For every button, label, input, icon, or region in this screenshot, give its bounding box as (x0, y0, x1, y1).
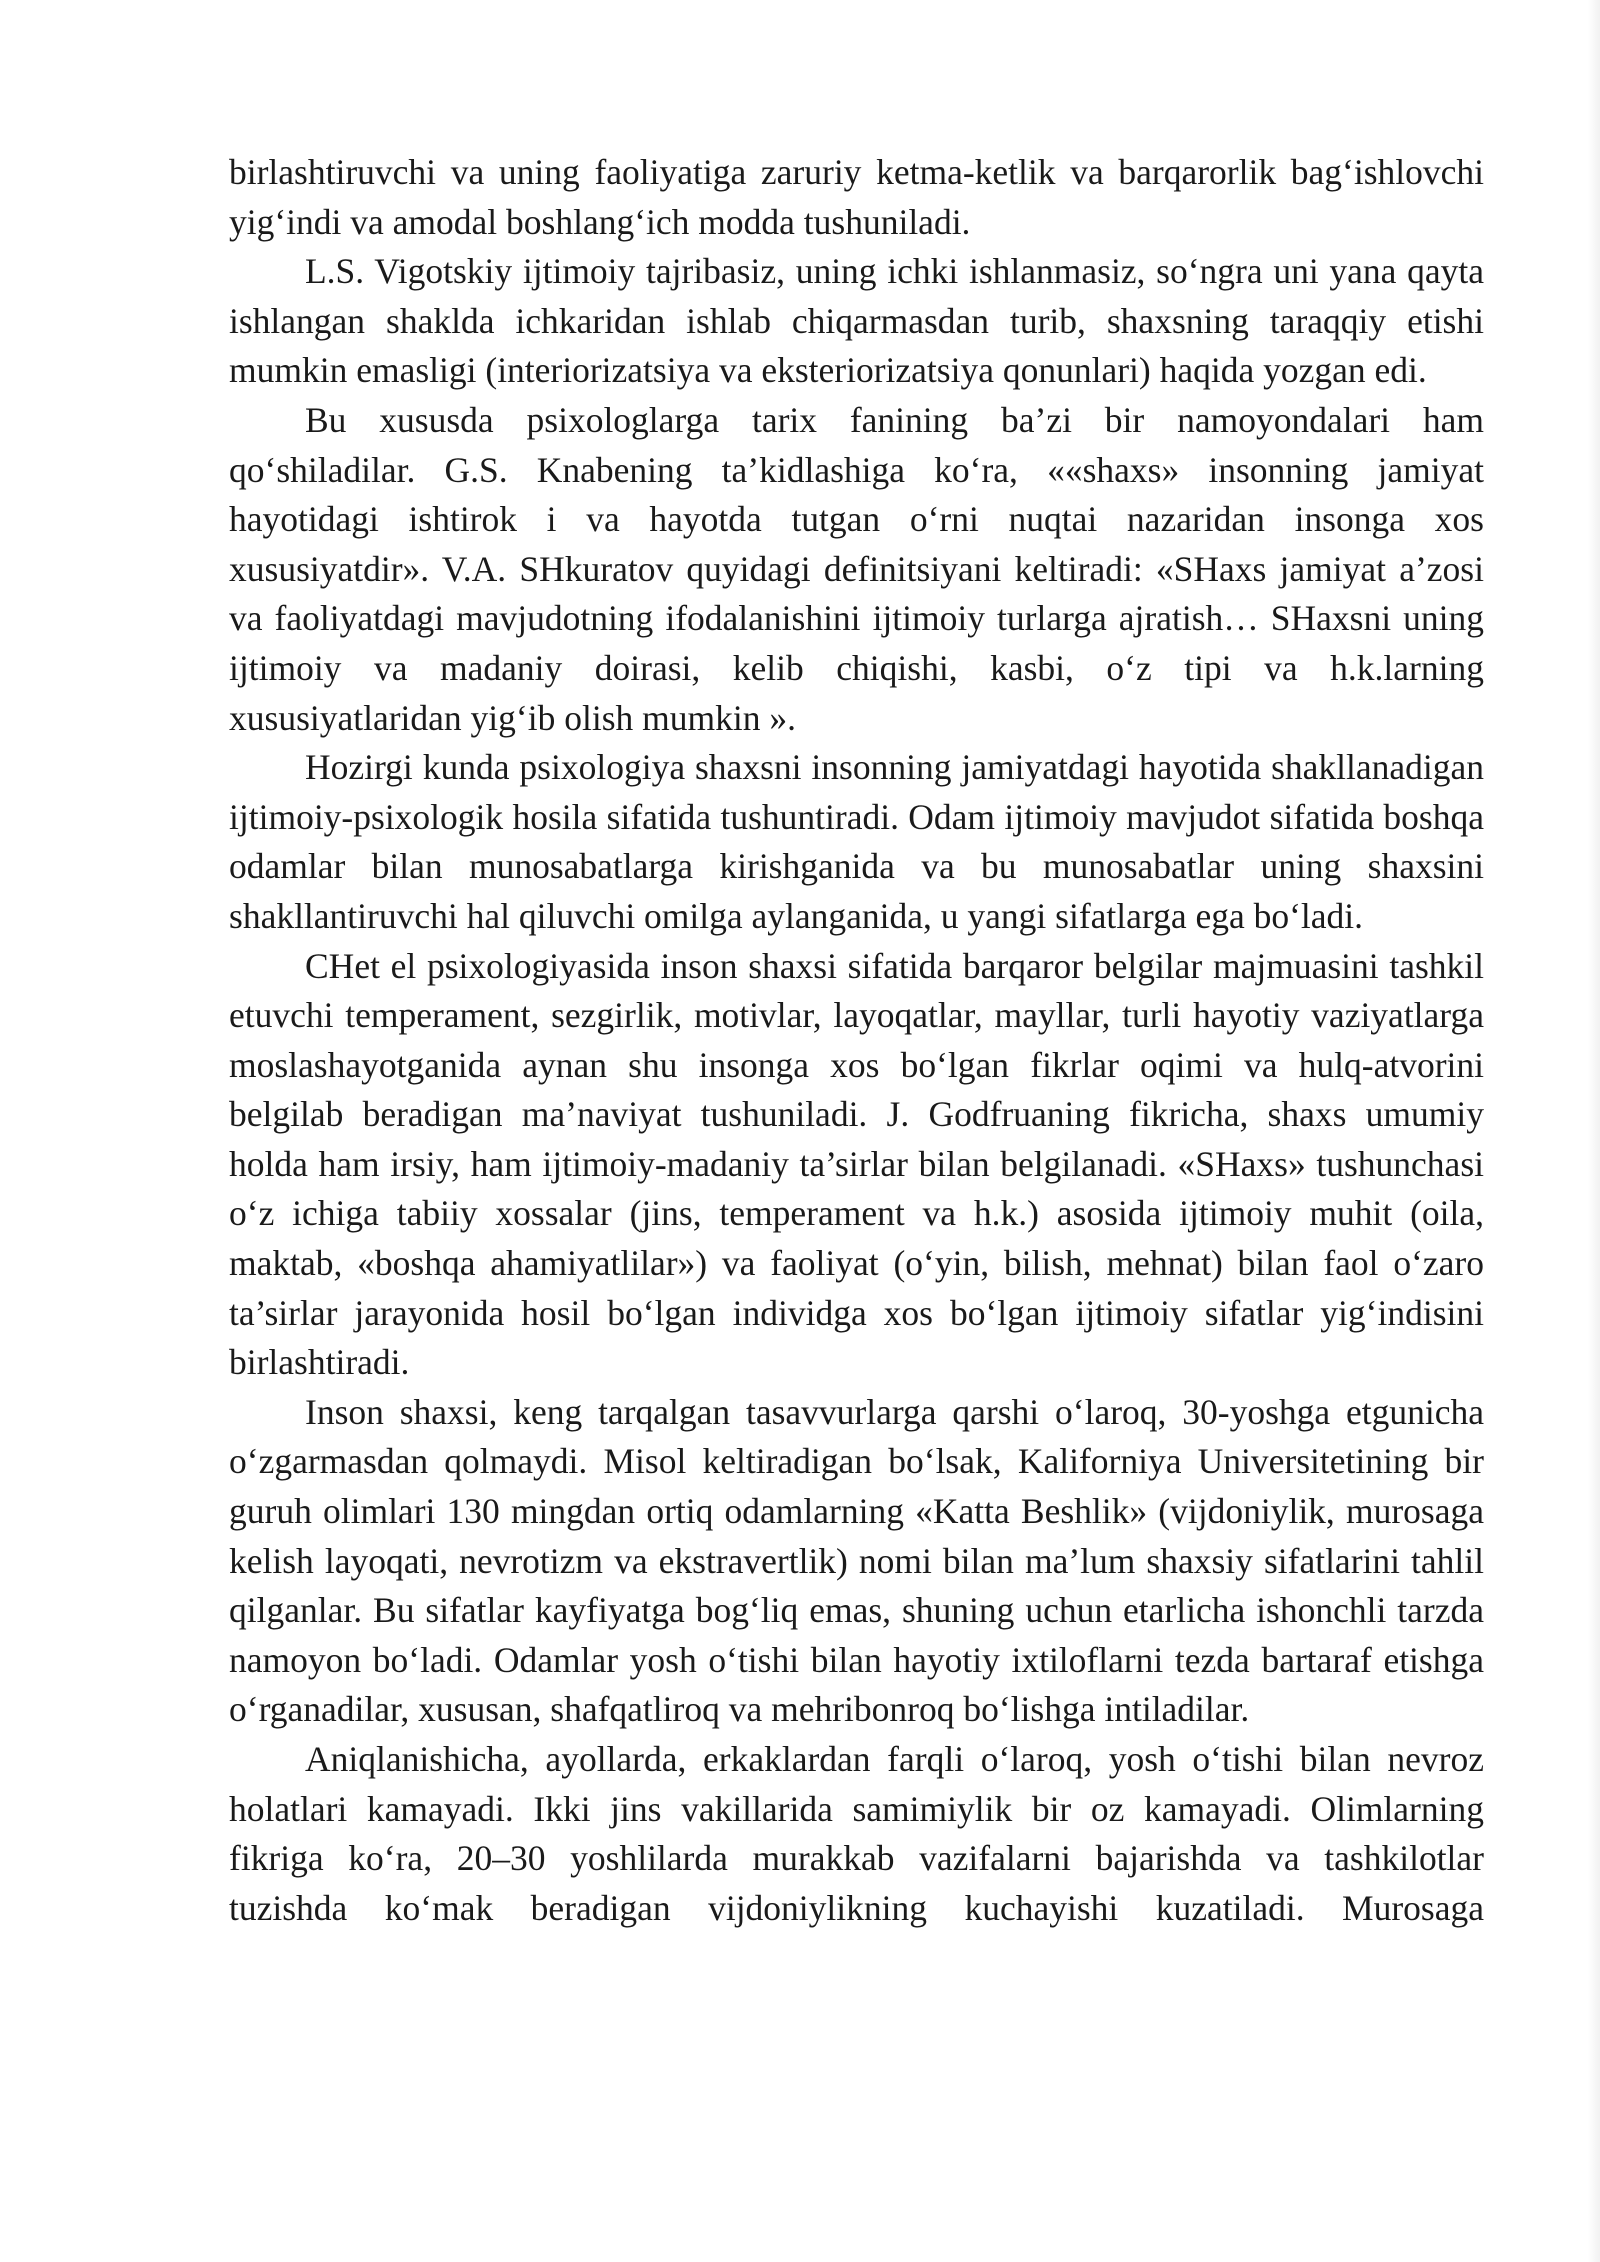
paragraph-continued: birlashtiruvchi va uning faoliyatiga zaruriy ketma-ketlik va barqarorlik bag‘ishlovchi yig‘indi va amodal boshlang‘ich modda tushuniladi. (229, 152, 1484, 242)
body-text (229, 148, 1484, 1933)
paragraph-vigotskiy: L.S. Vigotskiy ijtimoiy tajribasiz, uning ichki ishlanmasiz, so‘ngra uni yana qayta ishlangan shaklda ichkaridan ishlab chiqarmasdan turib, shaxsning taraqqiy etishi mumkin emasligi (interiorizatsiya va eksteriorizatsiya qonunlari) haqida yozgan edi. (229, 251, 1484, 391)
page-edge-shadow (1588, 0, 1600, 2262)
paragraph-chet-el: CHet el psixologiyasida inson shaxsi sifatida barqaror belgilar majmuasini tashkil etuvchi temperament, sezgirlik, motivlar, layoqatlar, mayllar, turli hayotiy vaziyatlarga moslashayotganida aynan shu insonga xos bo‘lgan fikrlar oqimi va hulq-atvorini belgilab beradigan ma’naviyat tushuniladi. J. Godfruaning fikricha, shaxs umumiy holda ham irsiy, ham ijtimoiy-madaniy ta’sirlar bilan belgilanadi. «SHaxs» tushunchasi o‘z ichiga tabiiy xossalar (jins, temperament va h.k.) asosida ijtimoiy muhit (oila, maktab, «boshqa ahamiyatlilar») va faoliyat (o‘yin, bilish, mehnat) bilan faol o‘zaro ta’sirlar jarayonida hosil bo‘lgan individga xos bo‘lgan ijtimoiy sifatlar yig‘indisini birlashtiradi. (229, 945, 1484, 1383)
paragraph-knabe: Bu xususda psixologlarga tarix fanining ba’zi bir namoyondalari ham qo‘shiladilar. G.S. Knabening ta’kidlashiga ko‘ra, ««shaxs» insonning jamiyat hayotidagi ishtirok i va hayotda tutgan o‘rni nuqtai nazaridan insonga xos xususiyatdir». V.A. SHkuratov quyidagi definitsiyani keltiradi: «SHaxs jamiyat a’zosi va faoliyatdagi mavjudotning ifodalanishini ijtimoiy turlarga ajratish… SHaxsni uning ijtimoiy va madaniy doirasi, kelib chiqishi, kasbi, o‘z tipi va h.k.larning xususiyatlaridan yig‘ib olish mumkin ». (229, 399, 1484, 738)
paragraph-hozirgi: Hozirgi kunda psixologiya shaxsni insonning jamiyatdagi hayotida shakllanadigan ijtimoiy-psixologik hosila sifatida tushuntiradi. Odam ijtimoiy mavjudot sifatida boshqa odamlar bilan munosabatlarga kirishganida va bu munosabatlar uning shaxsini shakllantiruvchi hal qiluvchi omilga aylanganida, u yangi sifatlarga ega bo‘ladi. (229, 747, 1484, 936)
paragraph-aniqlanishicha: Aniqlanishicha, ayollarda, erkaklardan farqli o‘laroq, yosh o‘tishi bilan nevroz holatlari kamayadi. Ikki jins vakillarida samimiylik bir oz kamayadi. Olimlarning fikriga ko‘ra, 20–30 yoshlilarda murakkab vazifalarni bajarishda va tashkilotlar tuzishda ko‘mak beradigan vijdoniylikning kuchayishi kuzatiladi. Murosaga (229, 1739, 1484, 1928)
paragraph-inson-shaxsi: Inson shaxsi, keng tarqalgan tasavvurlarga qarshi o‘laroq, 30-yoshga etgunicha o‘zgarmasdan qolmaydi. Misol keltiradigan bo‘lsak, Kaliforniya Universitetining bir guruh olimlari 130 mingdan ortiq odamlarning «Katta Beshlik» (vijdoniylik, murosaga kelish layoqati, nevrotizm va ekstravertlik) nomi bilan ma’lum shaxsiy sifatlarini tahlil qilganlar. Bu sifatlar kayfiyatga bog‘liq emas, shuning uchun etarlicha ishonchli tarzda namoyon bo‘ladi. Odamlar yosh o‘tishi bilan hayotiy ixtiloflarni tezda bartaraf etishga o‘rganadilar, xususan, shafqatliroq va mehribonroq bo‘lishga intiladilar. (229, 1391, 1484, 1730)
